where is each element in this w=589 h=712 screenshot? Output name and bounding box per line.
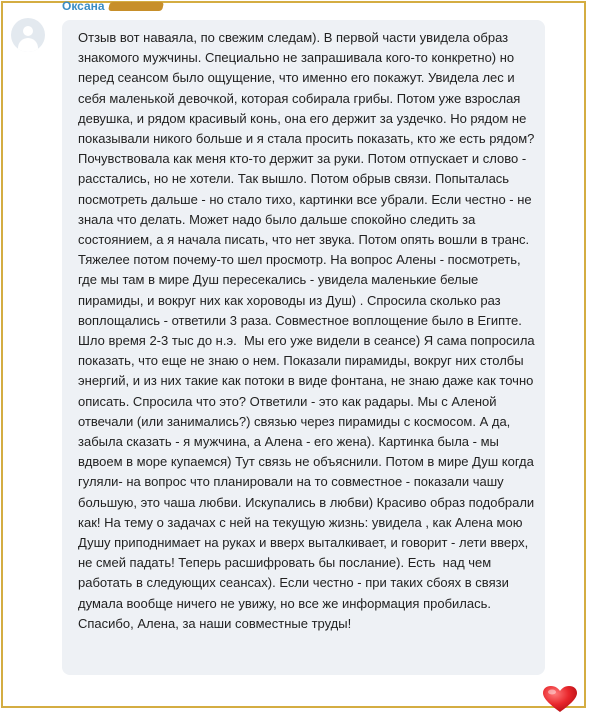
comment-bubble [62, 20, 545, 675]
user-avatar-icon[interactable] [11, 18, 45, 52]
comment-text: Отзыв вот наваяла, по свежим следам). В первой части увидела образ знакомого мужчины. Специально не запрашивала кого-то конкретно) но перед сеансом было ощущение, что именно его покажут. Увидела лес и себя маленькой девочкой, которая собирала грибы. Потом уже взрослая девушка, и рядом красивый конь, она его держит за уздечко. Но рядом не показывали никого больше и я стала просить показать, кто же есть рядом? Почувствовала как меня кто-то держит за руки. Потом отпускает и слово - расстались, но не хотели. Так вышло. Потом обрыв связи. Попыталась посмотреть дальше - но стало тихо, картинки все убрали. Если честно - не знала что делать. Может надо было дальше спокойно следить за состоянием, а я начала писать, что нет звука. Потом опять вошли в транс. Тяжелее потом почему-то шел просмотр. На вопрос Алены - посмотреть, где мы там в мире Душ пересекались - увидела маленькие белые пирамиды, и вокруг них как хороводы из Душ) . Спросила сколько раз воплощались - ответили 3 раза. Совместное воплощение было в Египте. Шло время 2-3 тыс до н.э. Мы его уже видели в сеансе) Я сама попросила показать, что еще не знаю о нем. Показали пирамиды, вокруг них столбы энергий, и из них такие как потоки в виде фонтана, не знаю даже как точно описать. Спросила что это? Ответили - это как радары. Мы с Аленой отвечали (или занимались?) связью через пирамиды с космосом. А да, забыла сказать - я мужчина, а Алена - его жена). Картинка была - мы вдвоем в море купаемся) Тут связь не объяснили. Потом в мире Душ когда гуляли- на вопрос что планировали на то совместное - показали чашу большую, это чаша любви. Искупались в любви) Красиво образ подобрали как! На тему о задачах с ней на текущую жизнь: увидела , как Алена мою Душу приподнимает на руках и вверх выталкивает, и говорит - лети вверх, не смей падать! Теперь расшифровать бы послание). Есть над чем работать в следующих сеансах). Если честно - при таких сбоях в связи думала вообще ничего не увижу, но все же информация пробилась. Спасибо, Алена, за наши совместные труды! [78, 30, 539, 631]
avatar-body-shape [18, 38, 38, 52]
author-name[interactable]: Оксана [62, 0, 105, 13]
heart-icon[interactable] [543, 686, 577, 712]
comment-author [62, 0, 163, 14]
avatar-head-shape [23, 26, 33, 36]
surname-redaction-mark [108, 2, 164, 11]
